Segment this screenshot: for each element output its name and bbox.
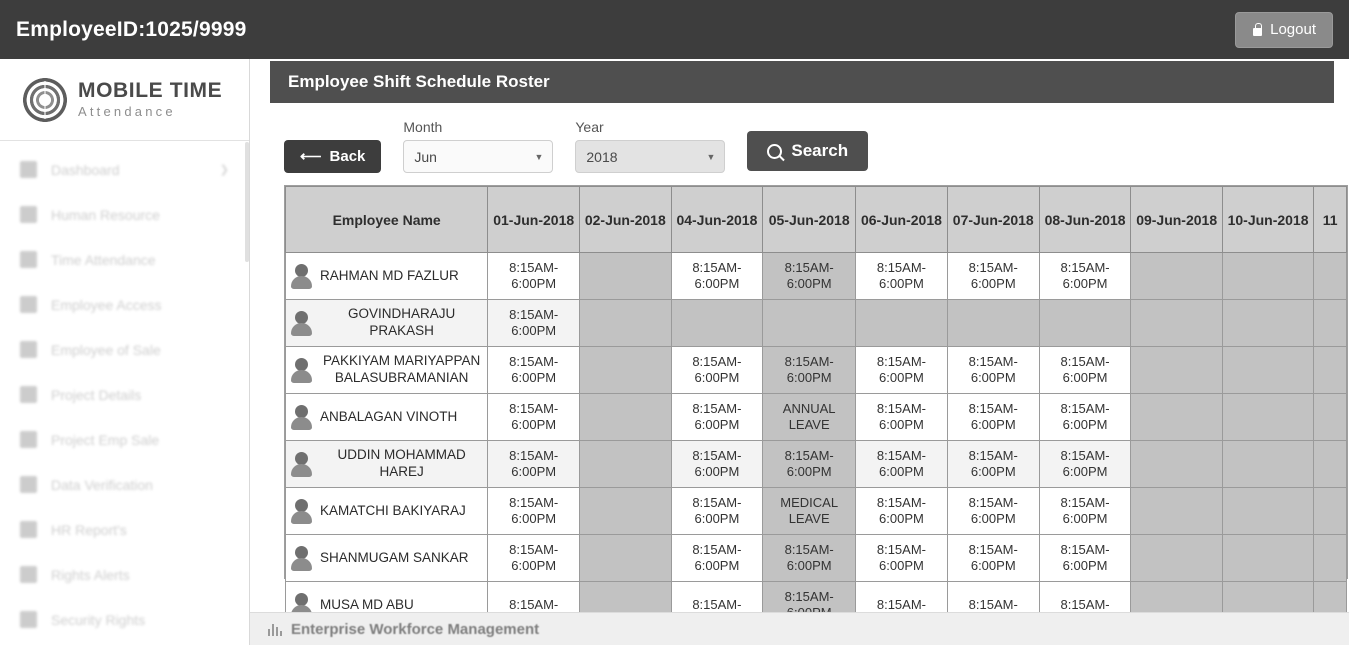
panel-body bbox=[270, 103, 1338, 612]
dashboard-icon bbox=[20, 161, 37, 178]
human-resource-icon bbox=[20, 206, 37, 223]
brand-subtitle: Attendance bbox=[78, 104, 176, 120]
month-label: Month bbox=[403, 119, 443, 135]
employee-name: ANBALAGAN VINOTH bbox=[320, 408, 458, 424]
shift-cell[interactable]: 8:15AM-6:00PM bbox=[947, 488, 1039, 535]
logout-button[interactable] bbox=[1235, 12, 1333, 48]
access-icon bbox=[20, 296, 37, 313]
employee-name: PAKKIYAM MARIYAPPAN BALASUBRAMANIAN bbox=[323, 353, 481, 385]
filter-toolbar bbox=[284, 117, 1320, 185]
shift-cell[interactable]: 8:15AM- bbox=[763, 582, 856, 629]
shift-cell[interactable]: 8:15AM-6:00PM bbox=[1039, 253, 1131, 300]
shift-cell[interactable]: 8:15AM- bbox=[1039, 582, 1131, 629]
shift-cell[interactable] bbox=[580, 253, 671, 300]
shift-cell[interactable] bbox=[1222, 300, 1313, 347]
shift-cell[interactable]: 8:15AM-6:00PM bbox=[856, 347, 948, 394]
shift-cell[interactable] bbox=[580, 300, 671, 347]
panel-header bbox=[270, 61, 1334, 103]
table-row bbox=[286, 488, 1347, 535]
shift-cell[interactable]: 8:15AM-6:00PM bbox=[1039, 394, 1131, 441]
shift-cell[interactable] bbox=[856, 300, 948, 347]
shift-cell[interactable]: 8:15AM- bbox=[856, 582, 948, 629]
month-select[interactable] bbox=[403, 140, 553, 173]
sidebar-item-time-attendance[interactable] bbox=[0, 237, 249, 282]
employee-name-cell bbox=[286, 253, 488, 300]
shift-cell[interactable] bbox=[1314, 253, 1347, 300]
avatar bbox=[290, 264, 313, 289]
shift-cell[interactable]: 8:15AM-6:00PM bbox=[763, 535, 856, 582]
shift-cell[interactable]: 8:15AM-6:00PM bbox=[488, 394, 580, 441]
shift-cell[interactable]: 8:15AM-6:00PM bbox=[947, 535, 1039, 582]
avatar bbox=[290, 546, 313, 571]
employee-id-title: EmployeeID:1025/9999 bbox=[16, 17, 247, 41]
top-bar bbox=[0, 0, 1349, 59]
avatar bbox=[290, 358, 313, 383]
table-row bbox=[286, 394, 1347, 441]
leave-cell[interactable]: ANNUAL LEAVE bbox=[763, 394, 856, 441]
chart-icon bbox=[268, 623, 283, 636]
brand-logo bbox=[0, 59, 249, 141]
verification-icon bbox=[20, 476, 37, 493]
footer-text: Enterprise Workforce Management bbox=[291, 620, 540, 638]
shift-cell[interactable] bbox=[1314, 300, 1347, 347]
shift-cell[interactable]: 8:15AM-6:00PM bbox=[947, 394, 1039, 441]
roster-table-body bbox=[286, 253, 1347, 629]
shift-cell[interactable] bbox=[1222, 488, 1313, 535]
sidebar-item-label: Data Verification bbox=[51, 476, 153, 493]
shift-cell[interactable] bbox=[1222, 253, 1313, 300]
main-content bbox=[250, 59, 1349, 645]
employee-name: GOVINDHARAJU PRAKASH bbox=[348, 306, 456, 338]
shift-cell[interactable]: 8:15AM-6:00PM bbox=[947, 347, 1039, 394]
sidebar-item-hr-reports[interactable] bbox=[0, 507, 249, 552]
shift-cell[interactable] bbox=[1131, 253, 1222, 300]
shift-cell[interactable]: 8:15AM-6:00PM bbox=[947, 253, 1039, 300]
shift-cell[interactable]: 8:15AM-6:00PM bbox=[671, 394, 763, 441]
shift-cell[interactable] bbox=[1314, 441, 1347, 488]
brand-name: MOBILE TIME bbox=[78, 79, 223, 103]
shift-cell[interactable] bbox=[1131, 394, 1222, 441]
table-row bbox=[286, 253, 1347, 300]
sidebar-item-label: Project Details bbox=[51, 386, 142, 403]
chevron-down-icon: ▼ bbox=[534, 151, 544, 162]
employee-name-cell bbox=[286, 488, 488, 535]
sidebar-item-label: Employee of Sale bbox=[51, 341, 161, 358]
col-header-day-6[interactable]: 06-Jun-2018 bbox=[856, 187, 948, 253]
employee-name: RAHMAN MD FAZLUR bbox=[320, 267, 459, 283]
col-header-day-1[interactable]: 01-Jun-2018 bbox=[488, 187, 580, 253]
shift-cell[interactable]: 8:15AM-6:00PM bbox=[856, 394, 948, 441]
avatar bbox=[290, 311, 313, 336]
sidebar-item-label: HR Report's bbox=[51, 521, 127, 538]
employee-name-cell bbox=[286, 347, 488, 394]
shift-cell[interactable]: 8:15AM-6:00PM bbox=[856, 488, 948, 535]
employee-name-cell bbox=[286, 300, 488, 347]
shift-cell[interactable]: 8:15AM- bbox=[671, 582, 763, 629]
fingerprint-icon bbox=[22, 77, 68, 123]
shift-cell[interactable] bbox=[1314, 535, 1347, 582]
sidebar-item-human-resource[interactable] bbox=[0, 192, 249, 237]
table-row bbox=[286, 300, 1347, 347]
shift-cell[interactable]: 8:15AM-6:00PM bbox=[947, 441, 1039, 488]
project-icon bbox=[20, 386, 37, 403]
chevron-down-icon: ▼ bbox=[706, 151, 716, 162]
col-header-day-2[interactable]: 02-Jun-2018 bbox=[580, 187, 671, 253]
report-icon bbox=[20, 521, 37, 538]
search-label: Search bbox=[791, 141, 849, 160]
col-header-day-8[interactable]: 08-Jun-2018 bbox=[1039, 187, 1131, 253]
employee-name-cell bbox=[286, 535, 488, 582]
shift-cell[interactable]: 8:15AM-6:00PM bbox=[488, 488, 580, 535]
shift-cell[interactable] bbox=[1314, 488, 1347, 535]
shift-cell[interactable] bbox=[763, 300, 856, 347]
shift-cell[interactable] bbox=[1314, 394, 1347, 441]
shift-cell[interactable]: 8:15AM-6:00PM bbox=[488, 535, 580, 582]
shift-cell[interactable] bbox=[1131, 441, 1222, 488]
footer-bar bbox=[250, 612, 1349, 645]
sale-icon bbox=[20, 341, 37, 358]
sidebar-scrollbar[interactable] bbox=[245, 142, 249, 262]
avatar bbox=[290, 452, 313, 477]
table-row bbox=[286, 441, 1347, 488]
col-header-day-11[interactable]: 11 bbox=[1314, 187, 1347, 253]
shift-cell[interactable]: 8:15AM-6:00PM bbox=[1039, 347, 1131, 394]
shift-cell[interactable]: 8:15AM-6:00PM bbox=[763, 347, 856, 394]
shift-cell[interactable] bbox=[1222, 535, 1313, 582]
roster-panel bbox=[270, 61, 1338, 612]
shift-cell[interactable]: 8:15AM-6:00PM bbox=[488, 253, 580, 300]
sidebar-item-data-verification[interactable] bbox=[0, 462, 249, 507]
back-button[interactable] bbox=[284, 140, 381, 173]
shift-cell[interactable] bbox=[1222, 394, 1313, 441]
shift-cell[interactable]: 8:15AM-6:00PM bbox=[488, 441, 580, 488]
avatar bbox=[290, 499, 313, 524]
search-icon bbox=[767, 144, 782, 159]
shift-cell[interactable]: 8:15AM-6:00PM bbox=[488, 347, 580, 394]
shift-cell[interactable]: 8:15AM-6:00PM bbox=[671, 535, 763, 582]
shift-cell[interactable] bbox=[580, 347, 671, 394]
sidebar-item-label: Security Rights bbox=[51, 611, 146, 628]
col-header-day-10[interactable]: 10-Jun-2018 bbox=[1222, 187, 1313, 253]
shift-cell[interactable] bbox=[580, 394, 671, 441]
year-field bbox=[575, 119, 725, 173]
shift-cell[interactable] bbox=[1039, 300, 1131, 347]
leave-cell[interactable]: MEDICAL LEAVE bbox=[763, 488, 856, 535]
page-title: Employee Shift Schedule Roster bbox=[288, 72, 550, 91]
month-value: Jun bbox=[414, 148, 437, 165]
alert-icon bbox=[20, 566, 37, 583]
col-header-day-7[interactable]: 07-Jun-2018 bbox=[947, 187, 1039, 253]
sidebar-item-dashboard[interactable] bbox=[0, 147, 249, 192]
year-value: 2018 bbox=[586, 148, 618, 165]
shift-cell[interactable] bbox=[580, 488, 671, 535]
shift-cell[interactable]: 8:15AM-6:00PM bbox=[1039, 488, 1131, 535]
shift-cell[interactable] bbox=[947, 300, 1039, 347]
shift-cell[interactable] bbox=[1222, 347, 1313, 394]
employee-name-cell bbox=[286, 394, 488, 441]
shift-cell[interactable] bbox=[1131, 488, 1222, 535]
shield-icon bbox=[20, 611, 37, 628]
sidebar-item-label: Rights Alerts bbox=[51, 566, 130, 583]
sidebar-item-security-rights[interactable] bbox=[0, 597, 249, 642]
employee-name-cell bbox=[286, 441, 488, 488]
col-header-day-9[interactable]: 09-Jun-2018 bbox=[1131, 187, 1222, 253]
employee-name: SHANMUGAM SANKAR bbox=[320, 549, 469, 565]
back-label: Back bbox=[329, 148, 366, 165]
shift-cell[interactable]: 8:15AM-6:00PM bbox=[488, 300, 580, 347]
sidebar-item-rights-alerts[interactable] bbox=[0, 552, 249, 597]
sidebar-item-label: Dashboard bbox=[51, 161, 120, 178]
clock-icon bbox=[20, 251, 37, 268]
employee-name: UDDIN MOHAMMAD HAREJ bbox=[337, 447, 466, 479]
sidebar-item-employee-of-sale[interactable] bbox=[0, 327, 249, 372]
sidebar-item-employee-access[interactable] bbox=[0, 282, 249, 327]
roster-table-head bbox=[286, 187, 1347, 253]
chevron-right-icon: ❯ bbox=[219, 164, 229, 176]
shift-cell[interactable] bbox=[1314, 347, 1347, 394]
col-header-day-4[interactable]: 04-Jun-2018 bbox=[671, 187, 763, 253]
sidebar-item-label: Project Emp Sale bbox=[51, 431, 160, 448]
shift-cell[interactable]: 8:15AM-6:00PM bbox=[1039, 535, 1131, 582]
shift-cell[interactable]: 8:15AM-6:00PM bbox=[856, 441, 948, 488]
employee-name: MUSA MD ABU bbox=[320, 596, 414, 612]
logout-label: Logout bbox=[1270, 21, 1316, 38]
roster-table-scroll[interactable] bbox=[284, 185, 1348, 612]
sidebar-item-label: Time Attendance bbox=[51, 251, 156, 268]
col-header-day-5[interactable]: 05-Jun-2018 bbox=[763, 187, 856, 253]
shift-cell[interactable]: 8:15AM-6:00PM bbox=[856, 535, 948, 582]
shift-cell[interactable]: 8:15AM-6:00PM bbox=[763, 253, 856, 300]
roster-table bbox=[285, 186, 1347, 629]
sidebar-nav bbox=[0, 141, 249, 642]
sidebar-item-project-details[interactable] bbox=[0, 372, 249, 417]
shift-cell[interactable]: 8:15AM- bbox=[947, 582, 1039, 629]
shift-cell[interactable]: 8:15AM-6:00PM bbox=[1039, 441, 1131, 488]
sidebar-item-label: Human Resource bbox=[51, 206, 160, 223]
search-button[interactable] bbox=[747, 131, 868, 171]
shift-cell[interactable] bbox=[671, 300, 763, 347]
table-row bbox=[286, 535, 1347, 582]
month-field bbox=[403, 119, 553, 173]
avatar bbox=[290, 405, 313, 430]
shift-cell[interactable]: 8:15AM-6:00PM bbox=[671, 253, 763, 300]
year-label: Year bbox=[575, 119, 604, 135]
shift-cell[interactable] bbox=[1131, 300, 1222, 347]
sidebar bbox=[0, 59, 250, 645]
shift-cell[interactable]: 8:15AM-6:00PM bbox=[763, 441, 856, 488]
table-row bbox=[286, 347, 1347, 394]
shift-cell[interactable]: 8:15AM-6:00PM bbox=[856, 253, 948, 300]
shift-cell[interactable] bbox=[1131, 535, 1222, 582]
project-sale-icon bbox=[20, 431, 37, 448]
employee-name: KAMATCHI BAKIYARAJ bbox=[320, 502, 466, 518]
shift-cell[interactable] bbox=[580, 441, 671, 488]
shift-cell[interactable]: 8:15AM- bbox=[488, 582, 580, 629]
shift-cell[interactable] bbox=[1222, 441, 1313, 488]
shift-cell[interactable] bbox=[580, 535, 671, 582]
col-header-employee-name[interactable]: Employee Name bbox=[286, 187, 488, 253]
table-header-row bbox=[286, 187, 1347, 253]
lock-icon bbox=[1252, 23, 1263, 36]
sidebar-item-project-emp-sale[interactable] bbox=[0, 417, 249, 462]
shift-cell[interactable]: 8:15AM-6:00PM bbox=[671, 347, 763, 394]
shift-cell[interactable] bbox=[1131, 347, 1222, 394]
year-select[interactable] bbox=[575, 140, 725, 173]
sidebar-item-label: Employee Access bbox=[51, 296, 162, 313]
shift-cell[interactable]: 8:15AM-6:00PM bbox=[671, 441, 763, 488]
shift-cell[interactable]: 8:15AM-6:00PM bbox=[671, 488, 763, 535]
arrow-left-icon: ⟵ bbox=[300, 148, 322, 165]
